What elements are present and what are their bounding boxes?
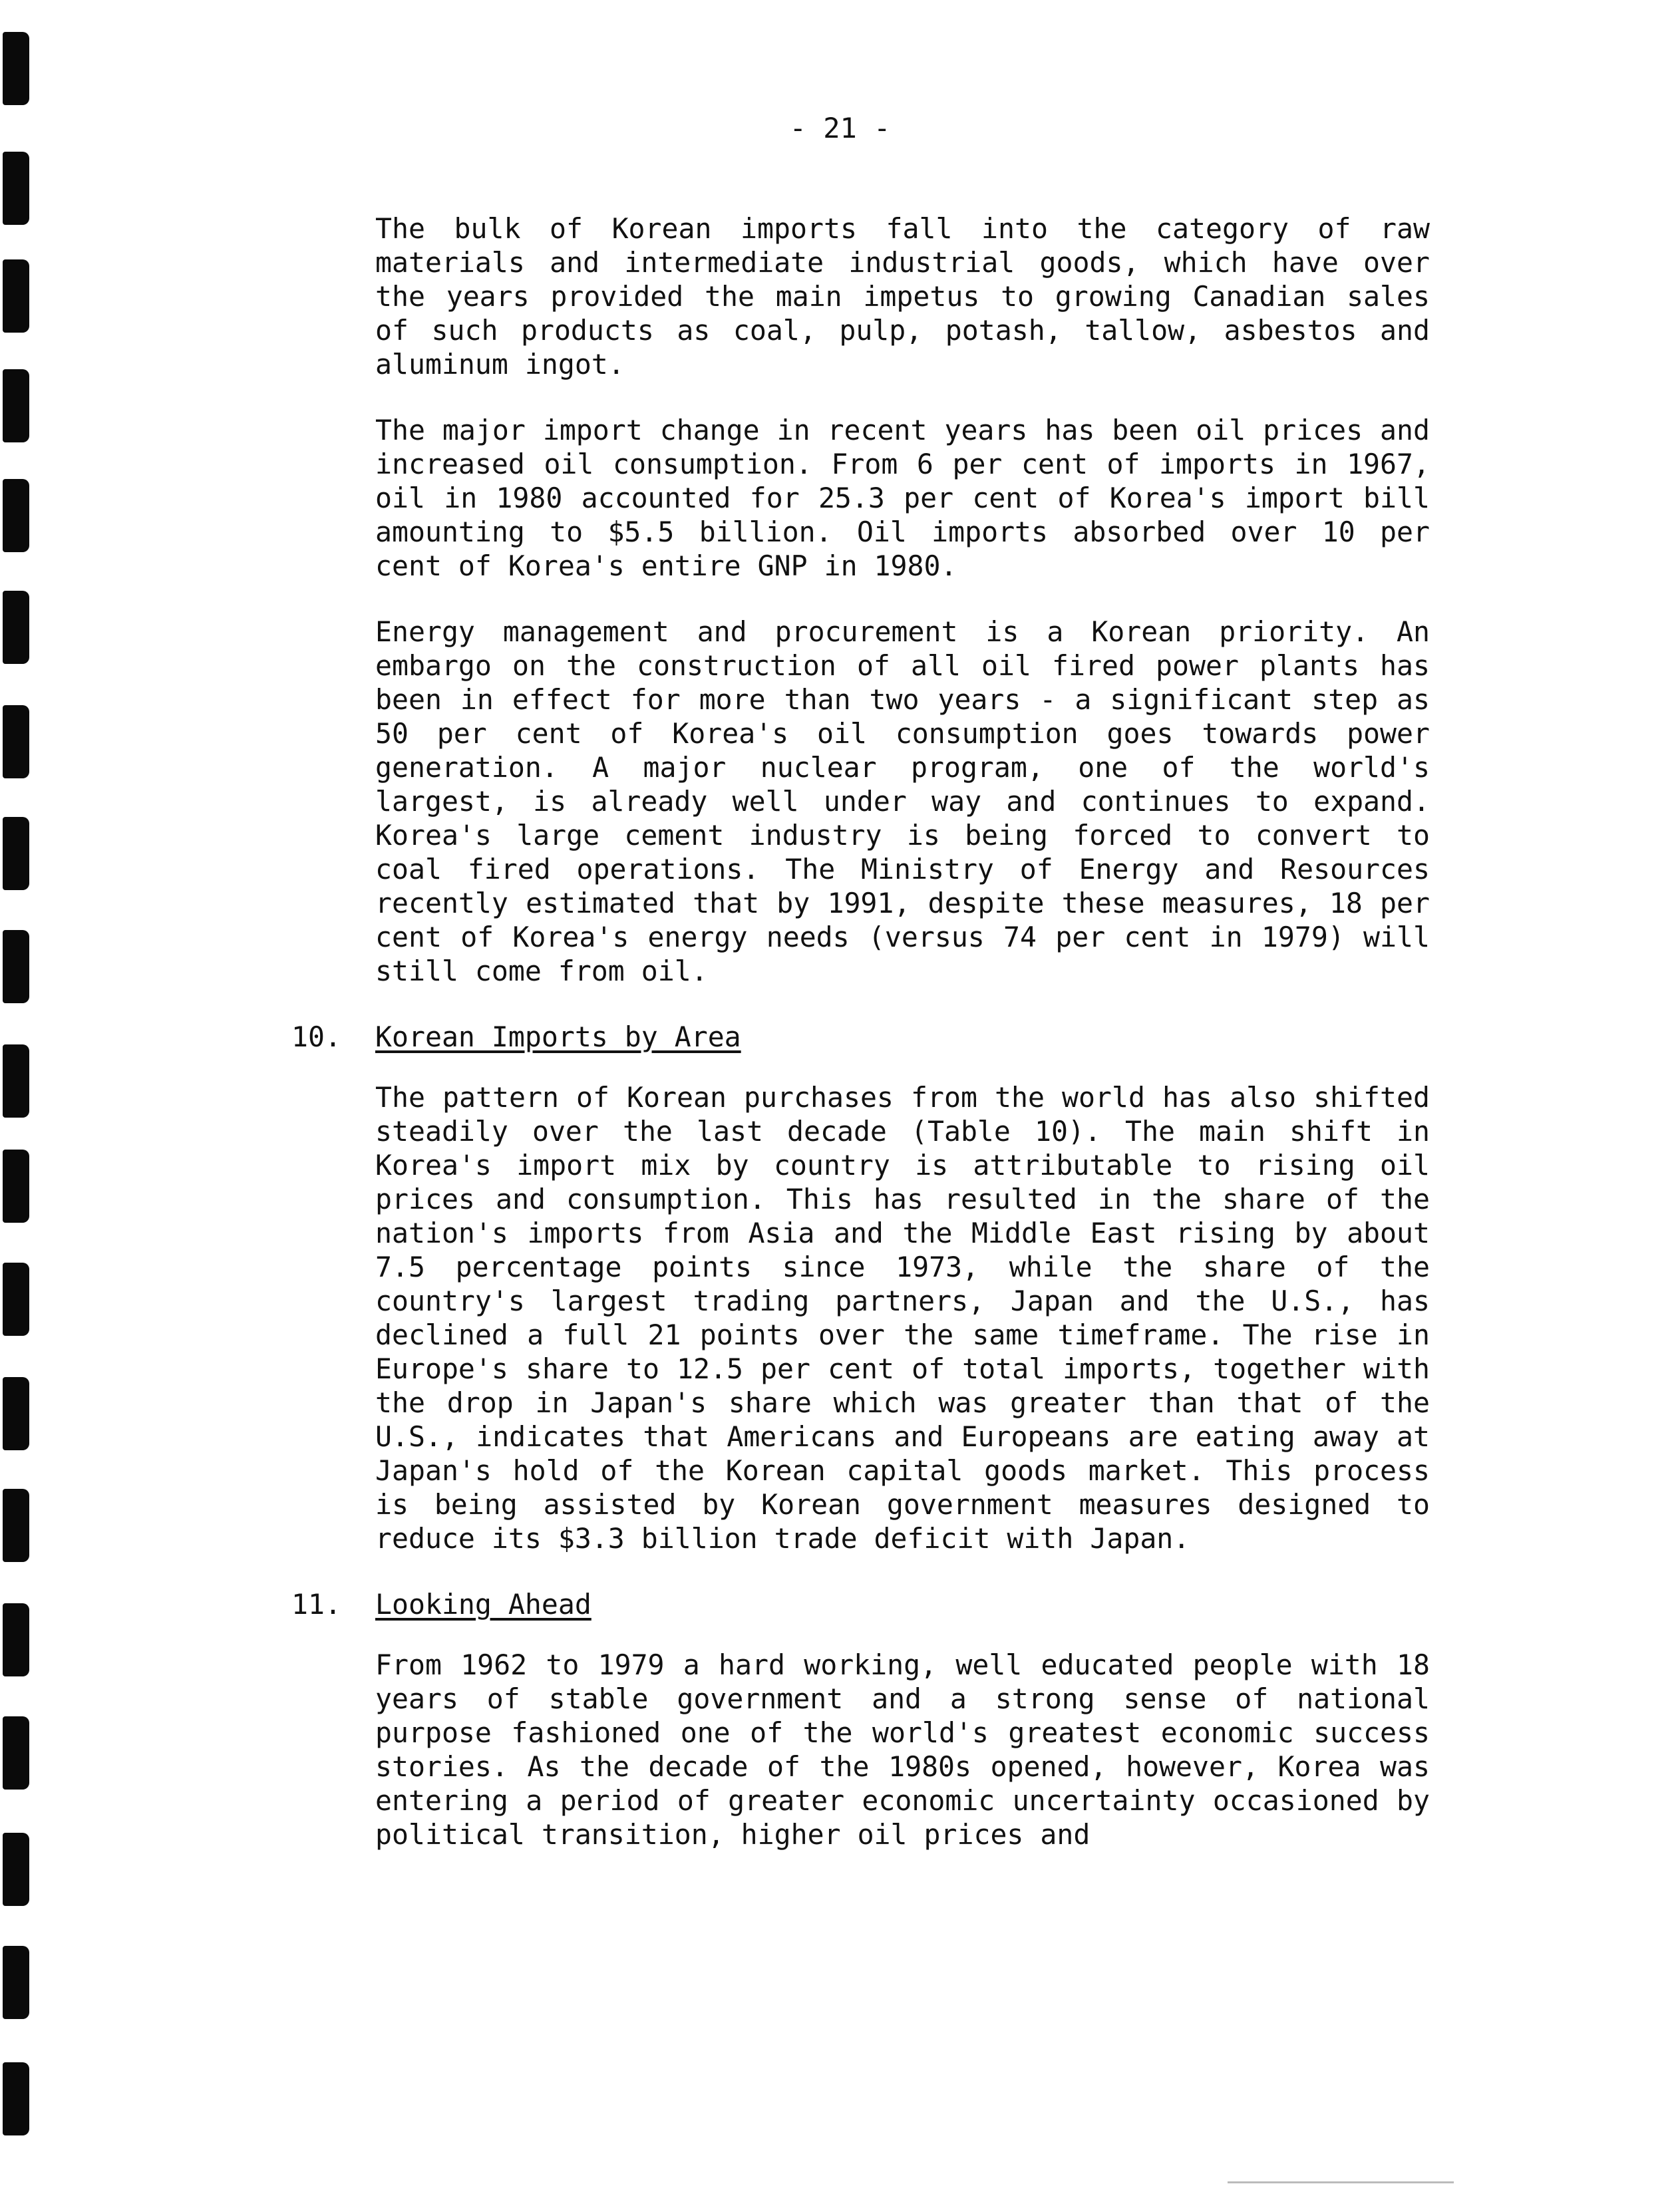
paragraph-oil-prices: The major import change in recent years has been oil prices and increased oil consumption. From 6 per cent of imports in 1967, oil in 1980 accounted for 25.3 per cent of Korea's import bill amounting to $5.5 billion. Oil imports absorbed over 10 per cent of Korea's entire GNP in 1980. [375,414,1430,582]
page-number: - 21 - [789,112,891,144]
binding-hole [3,1716,29,1790]
binding-hole [3,705,29,778]
binding-hole [3,1150,29,1223]
section-title: Korean Imports by Area [375,1020,741,1053]
paragraph-looking-ahead: From 1962 to 1979 a hard working, well educated people with 18 years of stable government and a strong sense of national purpose fashioned one of the world's greatest economic success stories. As the decade of the 1980s opened, however, Korea was entering a period of greater economic uncertainty occasioned by political transition, higher oil prices and [375,1648,1430,1851]
binding-hole [3,369,29,442]
scan-artifact-line [1228,2181,1454,2183]
paragraph-raw-materials: The bulk of Korean imports fall into the category of raw materials and intermediate industrial goods, which have over the years provided the main impetus to growing Canadian sales of such products as coal, pulp, potash, tallow, asbestos and aluminum ingot. [375,212,1430,381]
section-title: Looking Ahead [375,1588,591,1621]
binding-hole [3,1833,29,1906]
binding-hole [3,152,29,225]
binding-hole [3,817,29,890]
binding-hole [3,2062,29,2135]
section-heading-imports-by-area [291,1020,1430,1054]
binding-hole [3,259,29,333]
binding-hole [3,1263,29,1336]
binding-hole [3,1489,29,1562]
binding-hole [3,591,29,664]
document-body [291,212,1430,1883]
paragraph-energy-management: Energy management and procurement is a Korean priority. An embargo on the construction of all oil fired power plants has been in effect for more than two years - a significant step as 50 per cent of Korea's oil consumption goes towards power generation. A major nuclear program, one of the world's largest, is already well under way and continues to expand. Korea's large cement industry is being forced to convert to coal fired operations. The Ministry of Energy and Resources recently estimated that by 1991, despite these measures, 18 per cent of Korea's energy needs (versus 74 per cent in 1979) will still come from oil. [375,615,1430,987]
binding-hole [3,32,29,105]
section-heading-looking-ahead [291,1587,1430,1621]
binding-hole [3,1603,29,1676]
binding-hole [3,930,29,1003]
binding-holes [0,0,40,2198]
binding-hole [3,1946,29,2019]
section-number: 10. [291,1020,341,1053]
paragraph-imports-by-area: The pattern of Korean purchases from the world has also shifted steadily over the last decade (Table 10). The main shift in Korea's import mix by country is attributable to rising oil prices and consumption. This has resulted in the share of the nation's imports from Asia and the Middle East rising by about 7.5 percentage points since 1973, while the share of the country's largest trading partners, Japan and the U.S., has declined a full 21 points over the same timeframe. The rise in Europe's share to 12.5 per cent of total imports, together with the drop in Japan's share which was greater than that of the U.S., indicates that Americans and Europeans are eating away at Japan's hold of the Korean capital goods market. This process is being assisted by Korean government measures designed to reduce its $3.3 billion trade deficit with Japan. [375,1081,1430,1555]
binding-hole [3,479,29,552]
section-number: 11. [291,1588,341,1621]
binding-hole [3,1377,29,1450]
binding-hole [3,1044,29,1118]
